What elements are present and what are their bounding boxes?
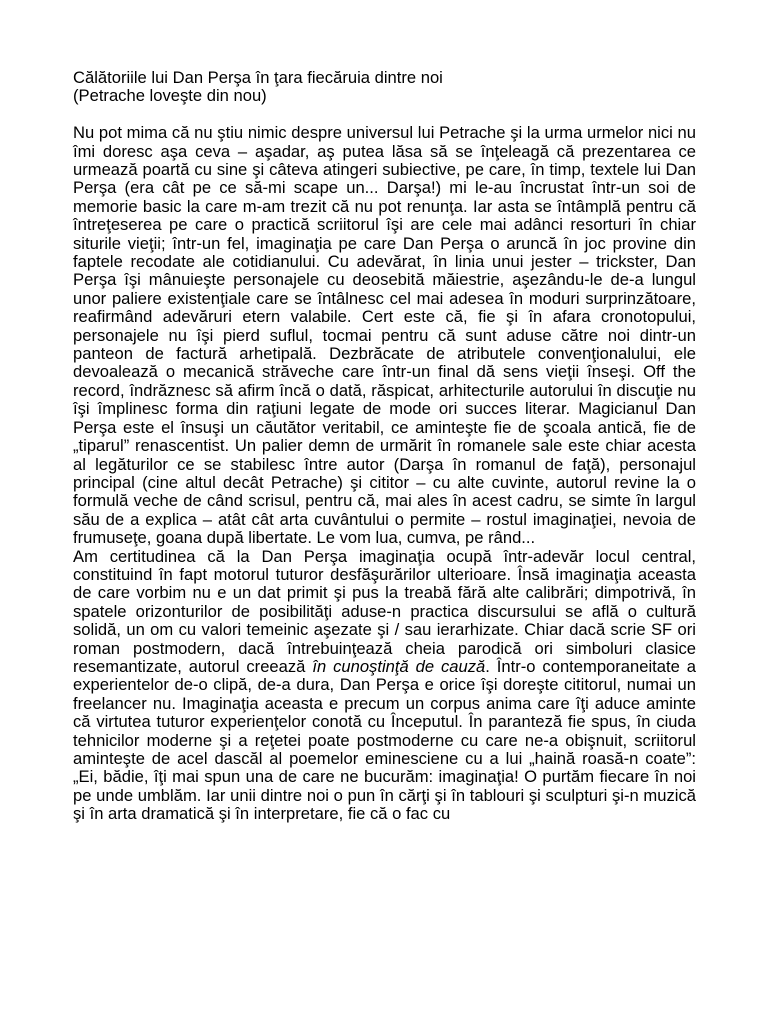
paragraph-2-text-start: Am certitudinea că la Dan Perşa imaginaţia ocupă într-adevăr locul central, constituind în fapt motorul tuturor desfăşurărilor ulterioare. Însă imaginaţia aceasta de care vorbim nu e un dat primit şi pus la treabă fără alte calibrări; dimpotrivă, în spatele orizonturilor de posibilităţi aduse-n practica discursului se află o cultură solidă, un om cu valori temeinic aşezate şi / sau ierarhizate. Chiar dacă scrie SF ori roman postmodern, dacă întrebuinţează cheia parodică ori simboluri clasice resemantizate, autorul creează: [73, 546, 696, 676]
paragraph-2-italic-phrase: în cunoştinţă de cauză: [312, 656, 486, 676]
paragraph-2-text-end: . Într-o contemporaneitate a experientelor de-o clipă, de-a dura, Dan Perşa e orice îşi doreşte cititorul, numai un freelancer nu. Imaginaţia aceasta e precum un corpus anima care îţi aduce aminte că virtutea tuturor experienţelor conotă cu Începutul. În paranteză fie spus, în ciuda tehnicilor moderne şi a reţetei poate postmoderne cu care ne-a obişnuit, scriitorul aminteşte de acel dascăl al poemelor eminesciene cu a lui „haină roasă-n coate”: „Ei, bădie, îţi mai spun una de care ne bucurăm: imaginaţia! O purtăm fiecare în noi pe unde umblăm. Iar unii dintre noi o pun în cărţi şi în tablouri şi sculpturi şi-n muzică şi în arta dramatică şi în interpretare, fie că o fac cu: [73, 656, 696, 824]
paragraph-2: [73, 548, 696, 824]
paragraph-1: Nu pot mima că nu ştiu nimic despre universul lui Petrache şi la urma urmelor nici nu îmi doresc aşa ceva – aşadar, aş putea lăsa să se înţeleagă că prezentarea ce urmează poartă cu sine şi câteva atingeri subiective, pe care, în timp, textele lui Dan Perşa (era cât pe ce să-mi scape un... Darşa!) mi le-au încrustat într-un soi de memorie basic la care m-am trezit că nu pot renunţa. Iar asta se întâmplă pentru că întreţeserea pe care o practică scriitorul îşi are cele mai adânci resorturi în chiar siturile vieţii; într-un fel, imaginaţia pe care Dan Perşa o aruncă în joc provine din faptele recodate ale cotidianului. Cu adevărat, în linia unui jester – trickster, Dan Perşa îşi mânuieşte personajele cu deosebită măiestrie, aşezându-le de-a lungul unor paliere existenţiale care se întâlnesc cel mai adesea în moduri surprinzătoare, reafirmând adevăruri etern valabile. Cert este că, fie şi în afara cronotopului, personajele nu îşi pierd suflul, tocmai pentru că sunt aduse către noi dintr-un panteon de factură arhetipală. Dezbrăcate de atributele convenţionalului, ele devoalează o mecanică străveche care într-un final dă sens vieţii înseşi. Off the record, îndrăznesc să afirm încă o dată, răspicat, arhitecturile autorului în discuţie nu îşi împlinesc forma din raţiuni legate de mode ori succes literar. Magicianul Dan Perşa este el însuşi un căutător veritabil, ce aminteşte fie de şcoala antică, fie de „tiparul” renascentist. Un palier demn de urmărit în romanele sale este chiar acesta al legăturilor ce se stabilesc între autor (Darşa în romanul de faţă), personajul principal (cine altul decât Petrache) şi cititor – cu alte cuvinte, autorul revine la o formulă veche de când scrisul, pentru că, mai ales în acest cadru, se simte în largul său de a explica – atât cât arta cuvântului o permite – rostul imaginaţiei, nevoia de frumuseţe, goana după libertate. Le vom lua, cumva, pe rând...: [73, 123, 696, 548]
document-subtitle: (Petrache loveşte din nou): [73, 86, 267, 106]
title-spacer: [73, 106, 696, 124]
document-title: Călătoriile lui Dan Perşa în ţara fiecăruia dintre noi: [73, 68, 443, 87]
document-page: [73, 69, 696, 824]
